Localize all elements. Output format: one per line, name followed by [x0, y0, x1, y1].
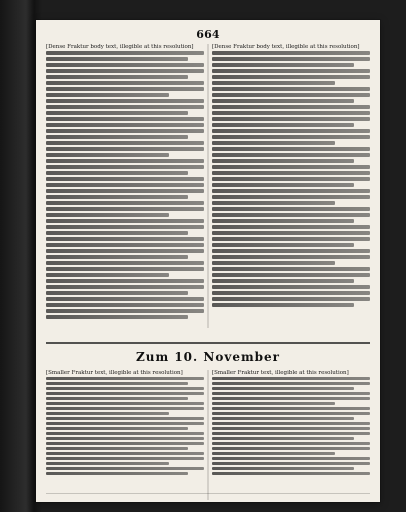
page-content [46, 28, 370, 494]
text-line [46, 105, 204, 109]
text-line [46, 273, 169, 277]
text-line [46, 99, 204, 103]
text-line [212, 387, 354, 390]
text-line [46, 397, 188, 400]
text-line [212, 177, 370, 181]
column-divider [208, 370, 209, 500]
text-line [46, 291, 188, 295]
text-line [212, 462, 370, 465]
text-line [46, 412, 169, 415]
text-line [212, 93, 370, 97]
text-line [212, 427, 370, 430]
text-line [46, 285, 204, 289]
text-line [212, 75, 370, 79]
text-line [46, 123, 204, 127]
text-line [46, 189, 204, 193]
text-line [212, 392, 370, 395]
text-line [46, 462, 169, 465]
footer-rule [46, 493, 370, 494]
text-line [46, 255, 188, 259]
text-line [46, 243, 204, 247]
text-line [212, 117, 370, 121]
text-line [212, 135, 370, 139]
text-line [212, 141, 335, 145]
text-line [46, 207, 204, 211]
text-line [212, 219, 354, 223]
text-line [212, 129, 370, 133]
right-column-line-blocks [212, 51, 370, 307]
text-line [46, 315, 188, 319]
text-line [212, 201, 335, 205]
text-line [46, 231, 188, 235]
text-line [46, 457, 204, 460]
text-line [212, 69, 370, 73]
text-line [212, 225, 370, 229]
text-line [212, 397, 370, 400]
text-line [46, 213, 169, 217]
text-line [46, 183, 204, 187]
text-line [212, 432, 370, 435]
text-line [46, 442, 204, 445]
text-line [46, 297, 204, 301]
text-line [46, 63, 204, 67]
document-page [36, 20, 380, 502]
text-line [212, 189, 370, 193]
text-line [212, 63, 354, 67]
left-text-column [46, 44, 204, 328]
text-line [46, 447, 188, 450]
text-line [46, 219, 204, 223]
text-line [46, 129, 204, 133]
text-line [46, 93, 169, 97]
text-line [46, 303, 204, 307]
text-line [46, 87, 204, 91]
text-line [212, 147, 370, 151]
right-text-column [212, 44, 370, 328]
text-line [212, 412, 370, 415]
section-heading: Zum 10. November [135, 350, 281, 364]
left-column-body: [Dense Fraktur body text, illegible at this resolution] [46, 44, 194, 50]
text-line [46, 437, 204, 440]
text-line [212, 279, 354, 283]
text-line [46, 377, 204, 380]
text-line [212, 105, 370, 109]
text-line [212, 297, 370, 301]
text-line [212, 291, 370, 295]
text-line [212, 285, 370, 289]
text-line [212, 183, 354, 187]
text-line [212, 153, 370, 157]
bottom-right-column-line-blocks [212, 377, 370, 475]
text-line [212, 195, 370, 199]
text-line [46, 117, 204, 121]
text-line [46, 171, 188, 175]
bottom-left-text-column [46, 370, 204, 500]
text-line [212, 159, 354, 163]
text-line [46, 51, 204, 55]
text-line [212, 237, 370, 241]
page-number: 664 [196, 28, 220, 41]
text-line [212, 213, 370, 217]
text-line [212, 452, 335, 455]
text-line [212, 303, 354, 307]
text-line [212, 255, 370, 259]
text-line [46, 467, 204, 470]
text-line [46, 382, 188, 385]
text-line [46, 261, 204, 265]
left-column-line-blocks [46, 51, 204, 319]
text-line [212, 437, 354, 440]
text-line [212, 99, 354, 103]
text-line [46, 201, 204, 205]
text-line [46, 69, 204, 73]
bottom-text-columns [46, 370, 370, 500]
text-line [46, 407, 204, 410]
text-line [46, 141, 204, 145]
text-line [212, 377, 370, 380]
text-line [212, 457, 370, 460]
text-line [212, 249, 370, 253]
text-line [46, 195, 188, 199]
text-line [46, 249, 204, 253]
bottom-left-column-body: [Smaller Fraktur text, illegible at this resolution] [46, 370, 183, 376]
text-line [46, 177, 204, 181]
text-line [212, 402, 335, 405]
text-line [46, 427, 188, 430]
text-line [46, 135, 188, 139]
text-line [212, 207, 370, 211]
text-line [46, 422, 204, 425]
text-line [212, 51, 370, 55]
text-line [46, 165, 204, 169]
text-line [46, 279, 204, 283]
text-line [212, 123, 354, 127]
text-line [212, 165, 370, 169]
text-line [212, 243, 354, 247]
text-line [46, 472, 188, 475]
text-line [46, 75, 188, 79]
bottom-left-column-line-blocks [46, 377, 204, 475]
text-line [46, 81, 204, 85]
text-line [212, 261, 335, 265]
text-line [46, 111, 188, 115]
text-line [212, 382, 370, 385]
text-line [212, 442, 370, 445]
text-line [46, 267, 204, 271]
text-line [212, 111, 370, 115]
text-line [46, 402, 204, 405]
text-line [212, 171, 370, 175]
bottom-right-text-column [212, 370, 370, 500]
text-line [46, 147, 204, 151]
text-line [212, 87, 370, 91]
text-line [46, 417, 204, 420]
text-line [46, 237, 204, 241]
text-line [46, 57, 188, 61]
text-line [46, 159, 204, 163]
text-line [212, 273, 370, 277]
text-line [46, 432, 204, 435]
text-line [212, 407, 370, 410]
text-line [46, 392, 204, 395]
text-line [212, 472, 370, 475]
section-divider-rule [46, 342, 370, 344]
text-line [212, 467, 354, 470]
text-line [212, 422, 370, 425]
text-line [212, 57, 370, 61]
text-line [212, 267, 370, 271]
column-divider [208, 44, 209, 328]
text-line [46, 387, 204, 390]
text-line [46, 452, 204, 455]
bottom-right-column-body: [Smaller Fraktur text, illegible at this resolution] [212, 370, 349, 376]
right-column-body: [Dense Fraktur body text, illegible at this resolution] [212, 44, 360, 50]
text-line [46, 225, 204, 229]
text-line [212, 447, 370, 450]
text-line [212, 81, 335, 85]
text-line [212, 231, 370, 235]
text-line [46, 309, 204, 313]
text-line [212, 417, 354, 420]
top-text-columns [46, 44, 370, 328]
text-line [46, 153, 169, 157]
